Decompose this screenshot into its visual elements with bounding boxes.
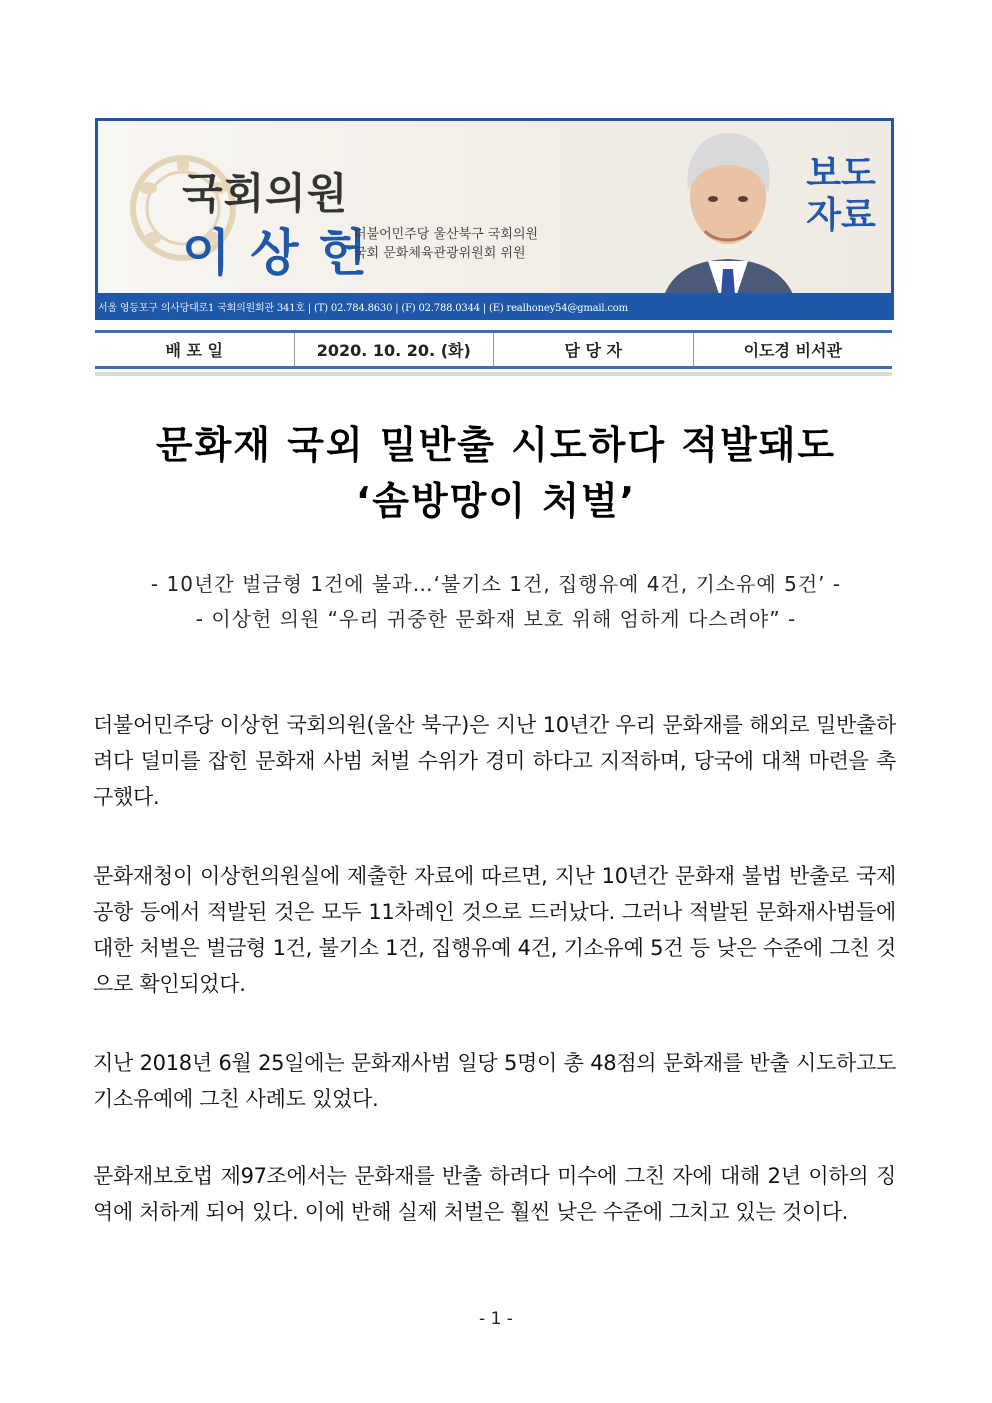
subheadline-line-1: - 10년간 벌금형 1건에 불과…‘불기소 1건, 집행유예 4건, 기소유예 5건’ -	[150, 572, 842, 596]
release-date-value: 2020. 10. 20. (화)	[294, 333, 494, 366]
contact-label: 담 당 자	[493, 333, 693, 366]
headline-line-2: ‘솜방망이 처벌’	[355, 479, 637, 523]
badge-line-2: 자료	[806, 195, 876, 236]
headline-line-1: 문화재 국외 밀반출 시도하다 적발돼도	[155, 423, 837, 467]
body-paragraph-3: 지난 2018년 6월 25일에는 문화재사범 일당 5명이 총 48점의 문화재를 반출 시도하고도 기소유예에 그친 사례도 있었다.	[93, 1051, 896, 1111]
contact-value: 이도경 비서관	[693, 333, 893, 366]
party-affiliation: 더불어민주당 울산북구 국회의원	[354, 227, 539, 242]
release-date-label: 배 포 일	[165, 341, 223, 360]
contact-address: 서울 영등포구 의사당대로1 국회의원회관 341호 | (T) 02.784.8630 | (F) 02.788.0344 | (E) realhoney54@gmail.com	[98, 303, 628, 314]
committee-membership: 국회 문화체육관광위원회 위원	[354, 246, 526, 261]
info-table-divider	[95, 372, 892, 376]
body-paragraph-2: 문화재청이 이상헌의원실에 제출한 자료에 따르면, 지난 10년간 문화재 불법 반출로 국제공항 등에서 적발된 것은 모두 11차례인 것으로 드러났다. 그러나 적발된 문화재사범들에 대한 처벌은 벌금형 1건, 불기소 1건, 집행유예 4건, 기소유예 5건 등 낮은 수준에 그친 것으로 확인되었다.	[93, 864, 896, 996]
lawmaker-name: 이상헌	[182, 224, 387, 282]
badge-line-1: 보도	[806, 153, 876, 194]
subheadline-line-2: - 이상헌 의원 “우리 귀중한 문화재 보호 위해 엄하게 다스려야” -	[195, 607, 797, 631]
press-release-badge	[802, 153, 880, 243]
body-paragraph-4: 문화재보호법 제97조에서는 문화재를 반출 하려다 미수에 그친 자에 대해 2년 이하의 징역에 처하게 되어 있다. 이에 반해 실제 처벌은 훨씬 낮은 수준에 그치고 있는 것이다.	[93, 1164, 896, 1224]
release-info-table	[95, 330, 892, 369]
press-release-banner	[95, 118, 894, 320]
address-bar	[98, 293, 894, 320]
page-number: - 1 -	[479, 1309, 513, 1329]
lawmaker-portrait	[653, 121, 803, 320]
body-paragraph-1: 더불어민주당 이상헌 국회의원(울산 북구)은 지난 10년간 우리 문화재를 해외로 밀반출하려다 덜미를 잡힌 문화재 사범 처벌 수위가 경미 하다고 지적하며, 당국에 대책 마련을 촉구했다.	[93, 713, 896, 809]
header-title-small: 국회의원	[182, 169, 349, 218]
